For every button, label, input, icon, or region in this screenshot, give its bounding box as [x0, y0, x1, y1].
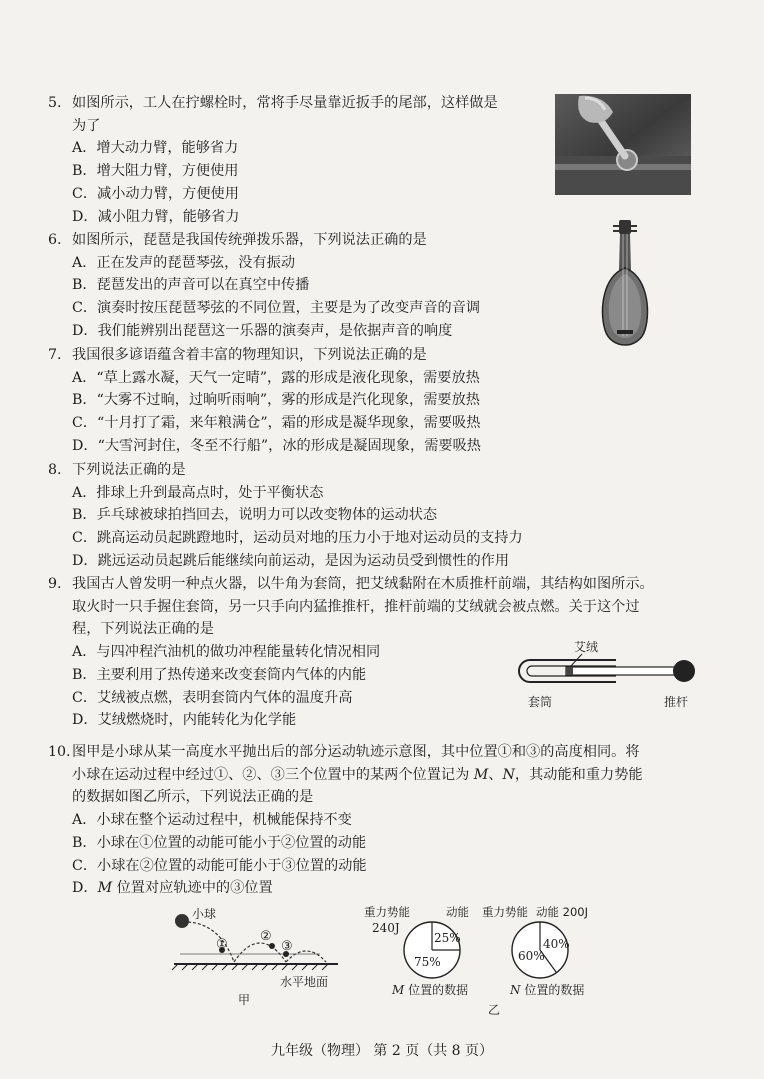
question-number: 8. — [48, 462, 62, 478]
m-caption: M 位置的数据 — [392, 983, 469, 997]
option-a: A．正在发声的琵琶琴弦，没有振动 — [72, 254, 296, 271]
question-number: 7. — [48, 347, 62, 363]
m-pe-value: 240J — [372, 921, 400, 935]
option-c: C．“十月打了霜，来年粮满仓”，霜的形成是凝华现象，需要吸热 — [72, 415, 481, 432]
question-6 — [48, 229, 480, 343]
question-stem-continued: 为了 — [72, 117, 101, 134]
question-5 — [48, 92, 498, 228]
fig-label-moxa: 艾绒 — [574, 640, 599, 654]
question-7 — [48, 344, 481, 458]
m-ke-pct: 25% — [434, 931, 461, 945]
option-a: A．小球在整个运动过程中，机械能保持不变 — [72, 812, 352, 829]
n-pe-pct: 60% — [518, 949, 545, 963]
option-a: A．增大动力臂，能够省力 — [72, 140, 239, 157]
n-caption: N 位置的数据 — [510, 983, 585, 997]
figure-caption-jia: 甲 — [238, 993, 251, 1007]
option-b: B．主要利用了热传递来改变套筒内气体的内能 — [72, 666, 367, 683]
n-ke-pct: 40% — [543, 937, 570, 951]
option-d: D．M 位置对应轨迹中的③位置 — [72, 880, 273, 897]
option-b: B．“大雾不过晌，过晌听雨响”，雾的形成是汽化现象，需要放热 — [72, 392, 480, 409]
fig-label-sleeve: 套筒 — [528, 695, 553, 709]
option-d: D．“大雪河封住，冬至不行船”，冰的形成是凝固现象，需要吸热 — [72, 437, 481, 454]
question-stem: 我国很多谚语蕴含着丰富的物理知识，下列说法正确的是 — [72, 347, 427, 363]
question-number: 9. — [48, 576, 62, 592]
fire-piston-diagram — [512, 638, 712, 714]
position-3-label: ③ — [281, 939, 293, 954]
m-ke-label: 动能 — [446, 905, 469, 919]
position-1-label: ① — [216, 937, 228, 952]
question-number: 10. — [48, 744, 71, 760]
option-c: C．跳高运动员起跳蹬地时，运动员对地的压力小于地对运动员的支持力 — [72, 530, 523, 547]
option-b: B．琵琶发出的声音可以在真空中传播 — [72, 277, 310, 294]
option-a: A．“草上露水凝，天气一定晴”，露的形成是液化现象，需要放热 — [72, 369, 480, 386]
position-2-label: ② — [260, 929, 272, 944]
option-c: C．小球在②位置的动能可能小于③位置的动能 — [72, 857, 367, 874]
option-b: B．乒乓球被球拍挡回去，说明力可以改变物体的运动状态 — [72, 507, 438, 524]
option-d: D．我们能辨别出琵琶这一乐器的演奏声，是依据声音的响度 — [72, 322, 453, 339]
option-b: B．增大阻力臂，方便使用 — [72, 163, 239, 180]
ball-label: 小球 — [192, 907, 217, 921]
option-d: D．减小阻力臂，能够省力 — [72, 208, 240, 225]
option-a: A．与四冲程汽油机的做功冲程能量转化情况相同 — [72, 644, 381, 661]
option-c: C．演奏时按压琵琶琴弦的不同位置，主要是为了改变声音的音调 — [72, 300, 481, 317]
option-d: D．艾绒燃烧时，内能转化为化学能 — [72, 712, 297, 729]
trajectory-diagram — [160, 904, 356, 1008]
question-stem: 如图所示，工人在拧螺栓时，常将手尽量靠近扳手的尾部，这样做是 — [72, 95, 498, 111]
question-10 — [48, 741, 643, 900]
m-pe-label: 重力势能 — [364, 905, 410, 919]
question-stem-continued: 小球在运动过程中经过①、②、③三个位置中的某两个位置记为 M、N，其动能和重力势能 — [72, 766, 643, 783]
page-footer: 九年级（物理） 第 2 页（共 8 页） — [270, 1043, 494, 1059]
question-stem: 图甲是小球从某一高度水平抛出后的部分运动轨迹示意图，其中位置①和③的高度相同。将 — [72, 744, 640, 760]
m-pe-pct: 75% — [414, 955, 441, 969]
option-c: C．减小动力臂，方便使用 — [72, 185, 239, 202]
question-stem: 如图所示，琵琶是我国传统弹拨乐器，下列说法正确的是 — [72, 232, 427, 248]
question-number: 6. — [48, 232, 62, 248]
question-number: 5. — [48, 95, 62, 111]
question-stem-continued: 程，下列说法正确的是 — [72, 621, 214, 638]
question-stem-continued: 的数据如图乙所示，下列说法正确的是 — [72, 789, 314, 806]
option-a: A．排球上升到最高点时，处于平衡状态 — [72, 484, 324, 501]
question-stem-continued: 取火时一只手握住套筒，另一只手向内猛推推杆，推杆前端的艾绒就会被点燃。关于这个过 — [72, 598, 640, 615]
question-stem: 下列说法正确的是 — [72, 462, 186, 478]
fig-label-plunger: 推杆 — [664, 695, 689, 709]
question-stem: 我国古人曾发明一种点火器，以牛角为套筒，把艾绒黏附在木质推杆前端，其结构如图所示。 — [72, 576, 654, 592]
option-d: D．跳远运动员起跳后能继续向前运动，是因为运动员受到惯性的作用 — [72, 552, 510, 569]
wrench-photo — [555, 94, 691, 195]
option-c: C．艾绒被点燃，表明套筒内气体的温度升高 — [72, 689, 353, 706]
ground-label: 水平地面 — [280, 975, 329, 989]
option-b: B．小球在①位置的动能可能小于②位置的动能 — [72, 834, 367, 851]
n-pe-label: 重力势能 — [482, 905, 528, 919]
pipa-illustration — [595, 218, 655, 354]
question-8 — [48, 459, 523, 573]
n-ke-label: 动能 200J — [536, 905, 588, 919]
energy-pie-charts — [362, 900, 602, 1018]
figure-caption-yi: 乙 — [488, 1003, 501, 1017]
